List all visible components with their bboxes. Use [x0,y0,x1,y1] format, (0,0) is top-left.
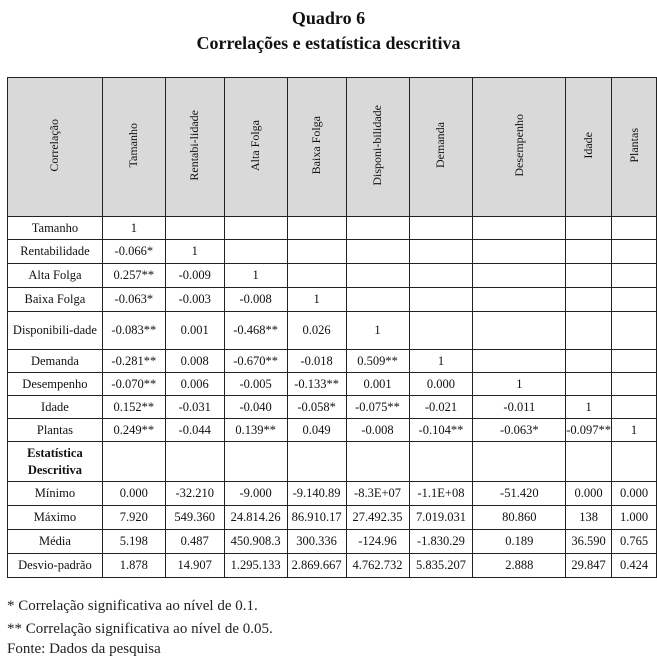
table-cell: 1 [287,288,346,312]
correlation-table [7,77,657,578]
table-row [8,396,657,419]
column-header [566,78,612,217]
table-cell: 1 [473,373,566,396]
table-row [8,530,657,554]
table-subtitle: Correlações e estatística descritiva [196,33,461,53]
table-cell [566,312,612,350]
table-cell [612,312,657,350]
table-cell: 0.026 [287,312,346,350]
table-cell [566,373,612,396]
table-cell [287,442,346,482]
table-cell: -0.468** [224,312,287,350]
table-cell [287,264,346,288]
row-label: Média [8,530,103,554]
table-cell: 0.424 [612,554,657,578]
table-cell: 27.492.35 [346,506,409,530]
table-cell: -51.420 [473,482,566,506]
row-label: Desvio-padrão [8,554,103,578]
table-cell: -0.058* [287,396,346,419]
table-cell: -124.96 [346,530,409,554]
table-cell: -1.830.29 [409,530,473,554]
table-cell: -32.210 [165,482,224,506]
table-cell: 2.869.667 [287,554,346,578]
table-cell: -0.066* [102,240,165,264]
table-row [8,554,657,578]
row-label: Idade [8,396,103,419]
table-cell: -0.063* [473,419,566,442]
table-cell [346,264,409,288]
table-cell: 138 [566,506,612,530]
table-cell: 1 [409,350,473,373]
table-cell [566,442,612,482]
table-cell [566,217,612,240]
table-cell: -0.040 [224,396,287,419]
column-header-label: Idade [581,131,596,159]
table-cell: -8.3E+07 [346,482,409,506]
table-cell: 0.189 [473,530,566,554]
table-cell: 0.000 [102,482,165,506]
table-cell [566,288,612,312]
table-cell [346,217,409,240]
table-cell [287,217,346,240]
table-cell: -0.104** [409,419,473,442]
table-cell: 29.847 [566,554,612,578]
table-row [8,373,657,396]
column-header [224,78,287,217]
table-cell [473,264,566,288]
table-cell [612,217,657,240]
row-label: Demanda [8,350,103,373]
table-cell [473,312,566,350]
table-cell: 5.835.207 [409,554,473,578]
table-cell: 0.000 [612,482,657,506]
table-cell: 0.509** [346,350,409,373]
table-cell: -0.005 [224,373,287,396]
table-row [8,350,657,373]
section-row [8,442,657,482]
column-header-label: Disponi-bilidade [370,104,385,186]
table-cell: 1 [224,264,287,288]
footnote-significance-005: ** Correlação significativa ao nível de 0.05. [7,621,273,637]
row-label: Plantas [8,419,103,442]
table-cell: 5.198 [102,530,165,554]
table-cell [612,373,657,396]
table-cell [566,350,612,373]
table-cell: 0.001 [165,312,224,350]
table-cell [473,217,566,240]
row-label: Alta Folga [8,264,103,288]
table-cell [102,442,165,482]
table-row [8,217,657,240]
column-header-label: Tamanho [126,122,141,168]
table-cell: -0.070** [102,373,165,396]
column-header [612,78,657,217]
table-cell: -1.1E+08 [409,482,473,506]
row-label: Mínimo [8,482,103,506]
column-header [409,78,473,217]
table-cell: -0.031 [165,396,224,419]
table-cell: 80.860 [473,506,566,530]
table-cell: 1 [566,396,612,419]
table-cell: 0.006 [165,373,224,396]
table-cell: -9.140.89 [287,482,346,506]
table-cell: 0.000 [566,482,612,506]
table-row [8,312,657,350]
table-cell [612,442,657,482]
table-cell: 0.249** [102,419,165,442]
table-cell: 1 [346,312,409,350]
table-cell: -0.281** [102,350,165,373]
column-header-label: Rentabi-lidade [187,109,202,181]
table-cell: -0.009 [165,264,224,288]
table-cell: 0.049 [287,419,346,442]
table-cell: -0.083** [102,312,165,350]
table-cell: -0.133** [287,373,346,396]
table-cell: 549.360 [165,506,224,530]
table-cell: -0.075** [346,396,409,419]
column-header-label: Plantas [626,127,641,163]
table-cell [165,442,224,482]
table-cell: 0.487 [165,530,224,554]
table-cell: 2.888 [473,554,566,578]
column-header [8,78,103,217]
table-cell [473,240,566,264]
table-cell: 36.590 [566,530,612,554]
table-cell: 86.910.17 [287,506,346,530]
column-header [346,78,409,217]
table-cell: 24.814.26 [224,506,287,530]
footnote-significance-01: * Correlação significativa ao nível de 0.1. [7,598,258,614]
table-cell: 1.295.133 [224,554,287,578]
table-cell: -0.008 [224,288,287,312]
table-cell: -0.021 [409,396,473,419]
table-cell: -0.003 [165,288,224,312]
table-cell [409,442,473,482]
table-cell [165,217,224,240]
table-row [8,288,657,312]
row-label: Rentabilidade [8,240,103,264]
row-label: Tamanho [8,217,103,240]
table-cell [473,442,566,482]
section-label: Estatística Descritiva [8,442,103,482]
table-cell [566,240,612,264]
table-row [8,240,657,264]
table-cell [409,264,473,288]
column-header-label: Baixa Folga [309,115,324,175]
source-note: Fonte: Dados da pesquisa [7,641,161,657]
table-cell: 0.008 [165,350,224,373]
row-label: Máximo [8,506,103,530]
table-title: Quadro 6 [291,8,366,28]
table-cell: 0.139** [224,419,287,442]
column-header-label: Demanda [433,122,448,168]
table-cell [612,240,657,264]
table-cell: -0.011 [473,396,566,419]
table-cell: 1.878 [102,554,165,578]
table-cell: 0.000 [409,373,473,396]
table-cell [566,264,612,288]
table-cell [612,288,657,312]
table-cell [612,350,657,373]
table-cell: -0.670** [224,350,287,373]
row-label: Desempenho [8,373,103,396]
table-cell [409,312,473,350]
table-cell: 7.920 [102,506,165,530]
table-cell: 1.000 [612,506,657,530]
table-cell: 14.907 [165,554,224,578]
table-cell: 4.762.732 [346,554,409,578]
table-cell [346,240,409,264]
table-cell: -9.000 [224,482,287,506]
table-cell: 7.019.031 [409,506,473,530]
column-header-label: Correlação [47,118,62,172]
table-cell: 300.336 [287,530,346,554]
table-cell: 1 [102,217,165,240]
table-cell [409,288,473,312]
table-cell: 1 [165,240,224,264]
table-row [8,506,657,530]
column-header [287,78,346,217]
table-row [8,264,657,288]
table-row [8,419,657,442]
table-cell: 0.001 [346,373,409,396]
table-cell [612,264,657,288]
column-header-label: Alta Folga [248,119,263,171]
table-cell [287,240,346,264]
table-cell: -0.063* [102,288,165,312]
table-cell: -0.044 [165,419,224,442]
column-header-label: Desempenho [511,113,526,177]
table-cell [612,396,657,419]
table-cell [224,442,287,482]
table-cell [473,288,566,312]
table-cell: -0.018 [287,350,346,373]
row-label: Baixa Folga [8,288,103,312]
table-cell [224,240,287,264]
table-row [8,482,657,506]
table-cell: 0.765 [612,530,657,554]
column-header [165,78,224,217]
table-cell: -0.008 [346,419,409,442]
column-header [473,78,566,217]
table-cell [346,442,409,482]
table-cell [473,350,566,373]
row-label: Disponibili-dade [8,312,103,350]
table-cell [409,240,473,264]
table-cell: 450.908.3 [224,530,287,554]
header-row [8,78,657,217]
table-cell: 0.257** [102,264,165,288]
table-cell: 1 [612,419,657,442]
table-cell: -0.097** [566,419,612,442]
table-cell [409,217,473,240]
column-header [102,78,165,217]
table-cell [346,288,409,312]
table-cell [224,217,287,240]
table-cell: 0.152** [102,396,165,419]
